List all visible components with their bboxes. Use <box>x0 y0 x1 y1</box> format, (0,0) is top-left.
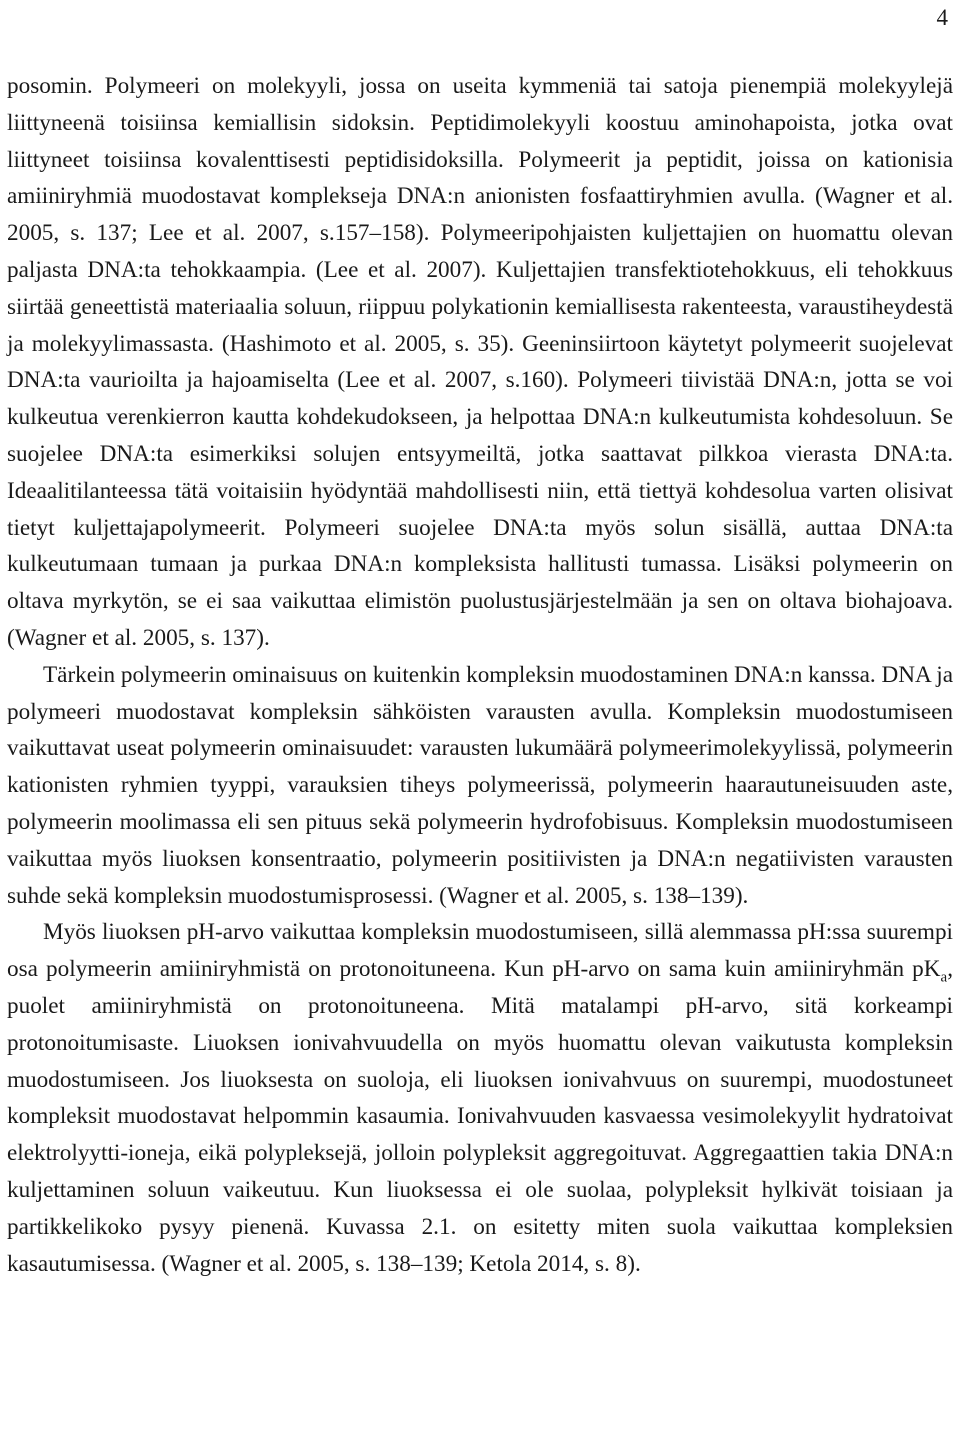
paragraph-2: Tärkein polymeerin ominaisuus on kuitenkin kompleksin muodostaminen DNA:n kanssa. DNA ja polymeeri muodostavat kompleksin sähköisten varausten avulla. Kompleksin muodostumiseen vaikuttavat useat polymeerin ominaisuudet: varausten lukumäärä polymeerimolekyylissä, polymeerin kationisten ryhmien tyyppi, varauksien tiheys polymeerissä, polymeerin haarautuneisuuden aste, polymeerin moolimassa eli sen pituus sekä polymeerin hydrofobisuus. Kompleksin muodostumiseen vaikuttaa myös liuoksen konsentraatio, polymeerin positiivisten ja DNA:n negatiivisten varausten suhde sekä kompleksin muodostumisprosessi. (Wagner et al. 2005, s. 138–139). <box>7 661 953 909</box>
page-number: 4 <box>936 5 948 30</box>
paragraph-3-text-end: , puolet amiiniryhmistä on protonoituneena. Mitä matalampi pH-arvo, sitä korkeampi protonoitumisaste. Liuoksen ionivahvuudella on myös huomattu olevan vaikutusta kompleksin muodostumiseen. Jos liuoksesta on suoloja, eli liuoksen ionivahvuus on suurempi, muodostuneet kompleksit muodostavat helpommin kasaumia. Ionivahvuuden kasvaessa vesimolekyylit hydratoivat elektrolyytti-ioneja, eikä polypleksejä, jolloin polypleksit aggregoituvat. Aggregaattien takia DNA:n kuljettaminen soluun vaikeutuu. Kun liuoksessa ei ole suolaa, polypleksit hylkivät toisiaan ja partikkelikoko pysyy pienenä. Kuvassa 2.1. on esitetty miten suola vaikuttaa kompleksien kasautumisessa. (Wagner et al. 2005, s. 138–139; Ketola 2014, s. 8). <box>7 956 953 1277</box>
paragraph-3-text-start: Myös liuoksen pH-arvo vaikuttaa kompleksin muodostumiseen, sillä alemmassa pH:ssa suurempi osa polymeerin amiiniryhmistä on protonoituneena. Kun pH-arvo on sama kuin amiiniryhmän pK <box>7 919 953 983</box>
pka-subscript: a <box>940 969 948 986</box>
paragraph-1: posomin. Polymeeri on molekyyli, jossa on useita kymmeniä tai satoja pienempiä molekyylejä liittyneenä toisiinsa kemiallisin sidoksin. Peptidimolekyyli koostuu aminohapoista, jotka ovat liittyneet toisiinsa kovalenttisesti peptidisidoksilla. Polymeerit ja peptidit, joissa on kationisia amiiniryhmiä muodostavat komplekseja DNA:n anionisten fosfaattiryhmien avulla. (Wagner et al. 2005, s. 137; Lee et al. 2007, s.157–158). Polymeeripohjaisten kuljettajien on huomattu olevan paljasta DNA:ta tehokkaampia. (Lee et al. 2007). Kuljettajien transfektiotehokkuus, eli tehokkuus siirtää geneettistä materiaalia soluun, riippuu polykationin kemiallisesta rakenteesta, varaustiheydestä ja molekyylimassasta. (Hashimoto et al. 2005, s. 35). Geeninsiirtoon käytetyt polymeerit suojelevat DNA:ta vaurioilta ja hajoamiselta (Lee et al. 2007, s.160). Polymeeri tiivistää DNA:n, jotta se voi kulkeutua verenkierron kautta kohdekudokseen, ja helpottaa DNA:n kulkeutumista kohdesoluun. Se suojelee DNA:ta esimerkiksi solujen entsyymeiltä, jotka saattavat pilkkoa vierasta DNA:ta. Ideaalitilanteessa tätä voitaisiin hyödyntää mahdollisesti niin, että tiettyä kohdesolua varten olisivat tietyt kuljettajapolymeerit. Polymeeri suojelee DNA:ta myös solun sisällä, auttaa DNA:ta kulkeutumaan tumaan ja purkaa DNA:n kompleksista hallitusti tumassa. Lisäksi polymeerin on oltava myrkytön, se ei saa vaikuttaa elimistön puolustusjärjestelmään ja sen on oltava biohajoava. (Wagner et al. 2005, s. 137). <box>7 73 953 651</box>
paragraph-3 <box>7 914 953 1282</box>
body-text <box>7 68 953 1282</box>
